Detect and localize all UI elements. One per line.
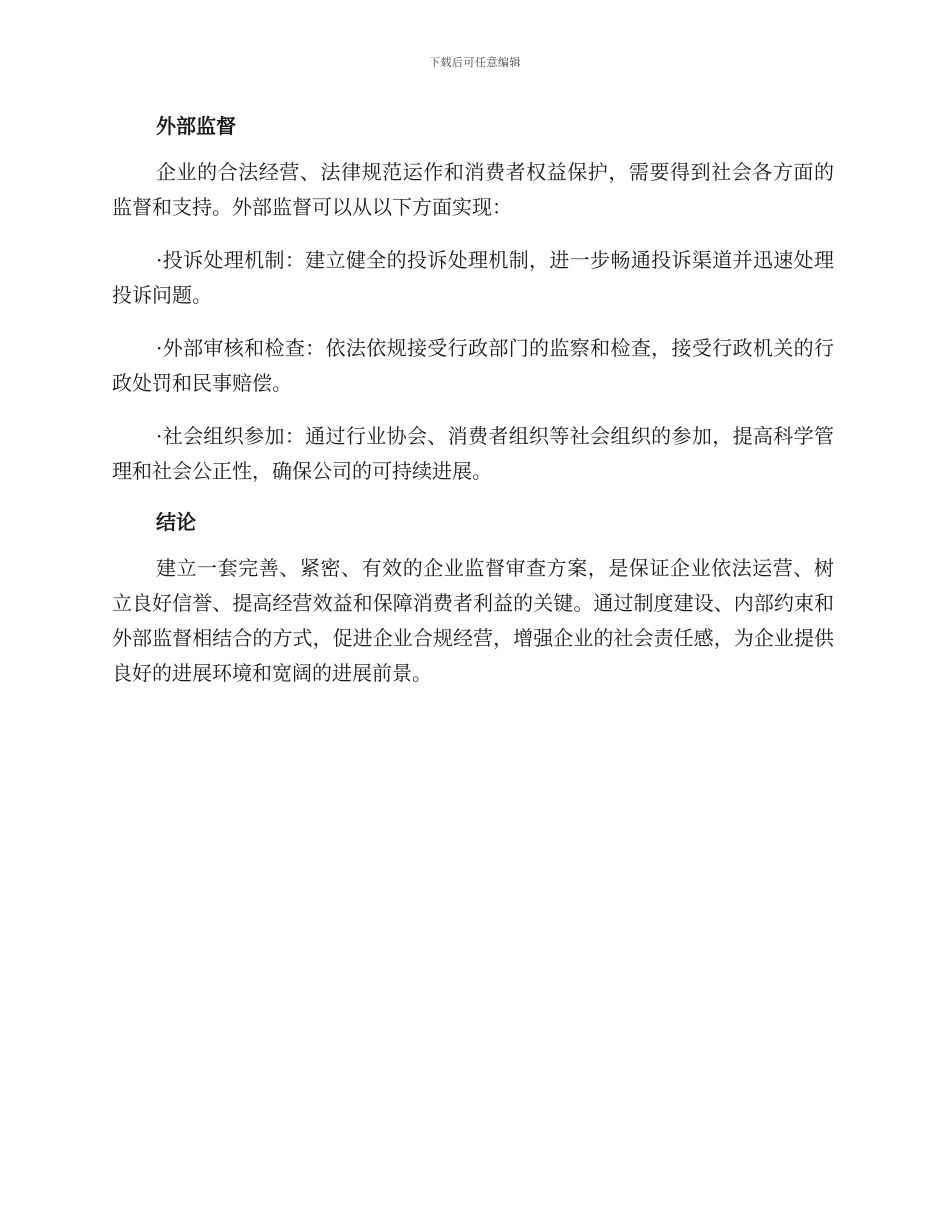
list-item-external-audit — [112, 331, 834, 401]
document-body — [112, 105, 834, 709]
section-heading-external-supervision: 外部监督 — [156, 114, 236, 138]
list-item-social-organizations — [112, 419, 834, 489]
list-item-text: 社会组织参加：通过行业协会、消费者组织等社会组织的参加，提高科学管理和社会公正性，确保公司的可持续进展。 — [112, 424, 834, 483]
section-heading-conclusion: 结论 — [156, 510, 196, 534]
bullet-marker: · — [156, 248, 163, 272]
bullet-marker: · — [156, 424, 163, 448]
list-item-text: 外部审核和检查：依法依规接受行政部门的监察和检查，接受行政机关的行政处罚和民事赔偿。 — [112, 336, 834, 395]
bullet-marker: · — [156, 336, 163, 360]
list-item-text: 投诉处理机制：建立健全的投诉处理机制，进一步畅通投诉渠道并迅速处理投诉问题。 — [112, 248, 834, 307]
external-intro-paragraph: 企业的合法经营、法律规范运作和消费者权益保护，需要得到社会各方面的监督和支持。外部监督可以从以下方面实现： — [112, 160, 834, 219]
page-header: 下载后可任意编辑 — [429, 56, 521, 69]
list-item-complaint-mechanism — [112, 243, 834, 313]
conclusion-paragraph: 建立一套完善、紧密、有效的企业监督审查方案，是保证企业依法运营、树立良好信誉、提高经营效益和保障消费者利益的关键。通过制度建设、内部约束和外部监督相结合的方式，促进企业合规经营，增强企业的社会责任感，为企业提供良好的进展环境和宽阔的进展前景。 — [112, 556, 834, 685]
